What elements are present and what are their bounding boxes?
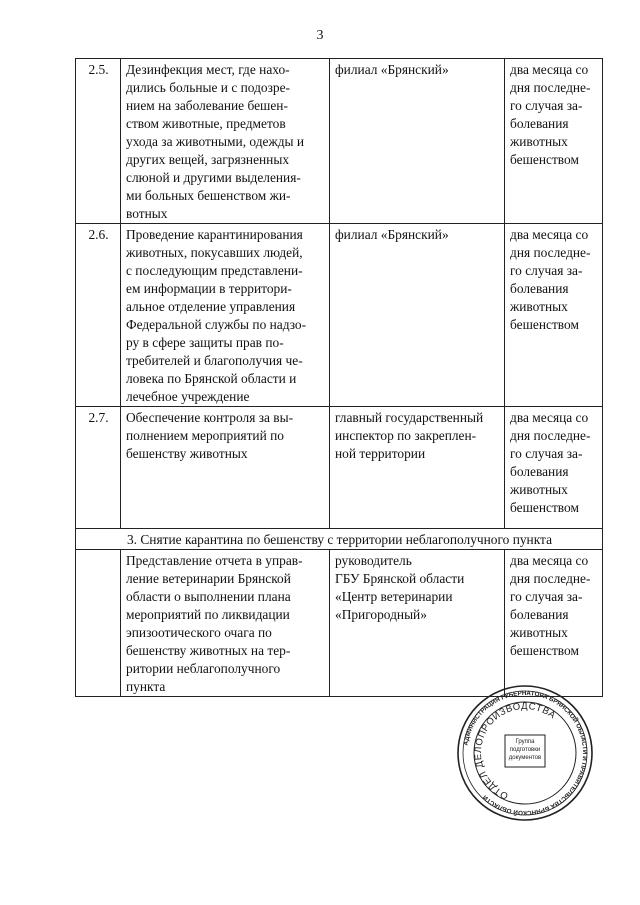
row-number: 2.5. xyxy=(76,59,121,224)
section-title: 3. Снятие карантина по бешенству с территории неблагополучного пункта xyxy=(76,529,603,550)
table-row xyxy=(76,550,603,697)
measure-description xyxy=(121,550,330,697)
measure-term-text: два месяца со дня последне- го случая за- болевания животных бешенством xyxy=(510,410,591,515)
stamp-inner-text: ОТДЕЛ ДЕЛОПРОИЗВОДСТВА xyxy=(472,700,558,802)
measure-description xyxy=(121,59,330,224)
measure-description-text: Представление отчета в управ- ление ветеринарии Брянской области о выполнении плана мероприятий по ликвидации эпизоотического очага по бешенству животных на тер- ритории неблагополучного пункта xyxy=(126,553,303,694)
row-number: 2.6. xyxy=(76,224,121,407)
measure-executor-text: руководитель ГБУ Брянской области «Центр ветеринарии «Пригородный» xyxy=(335,553,465,622)
measure-description-text: Дезинфекция мест, где нахо- дились больные и с подозре- нием на заболевание бешен- ством животные, предметов ухода за животными, одежды и других вещей, загрязненных слюной и другими выделения- ми больных бешенством жи- вотных xyxy=(126,62,305,221)
measure-executor-text: главный государственный инспектор по закреплен- ной территории xyxy=(335,410,484,461)
measure-description xyxy=(121,224,330,407)
measure-term xyxy=(505,224,603,407)
measure-term xyxy=(505,407,603,529)
measure-executor-text: филиал «Брянский» xyxy=(335,227,449,242)
measure-executor-text: филиал «Брянский» xyxy=(335,62,449,77)
official-stamp xyxy=(455,683,595,823)
measure-executor xyxy=(330,59,505,224)
measure-executor xyxy=(330,407,505,529)
measure-description xyxy=(121,407,330,529)
stamp-outer-text: АДМИНИСТРАЦИЯ ГУБЕРНАТОРА БРЯНСКОЙ ОБЛАСТИ И ПРАВИТЕЛЬСТВА БРЯНСКОЙ ОБЛАСТИ xyxy=(462,689,589,817)
measures-table xyxy=(75,58,603,697)
measure-term xyxy=(505,550,603,697)
page-number: 3 xyxy=(316,28,324,43)
table-row xyxy=(76,224,603,407)
table-row xyxy=(76,407,603,529)
measure-description-text: Обеспечение контроля за вы- полнением мероприятий по бешенству животных xyxy=(126,410,294,461)
measure-executor xyxy=(330,224,505,407)
row-number: 2.7. xyxy=(76,407,121,529)
measure-term-text: два месяца со дня последне- го случая за- болевания животных бешенством xyxy=(510,553,591,658)
table-row xyxy=(76,59,603,224)
stamp-center-text: Группа подготовки документов xyxy=(508,739,542,761)
measure-description-text: Проведение карантинирования животных, покусавших людей, с последующим представлени- ем информации в территори- альное отделение управления Федеральной службы по надзо- ру в сфере защиты прав по- требителей и благополучия че- ловека по Брянской области и лечебное учреждение xyxy=(126,227,307,404)
measure-term xyxy=(505,59,603,224)
measure-term-text: два месяца со дня последне- го случая за- болевания животных бешенством xyxy=(510,227,591,332)
section-header-row xyxy=(76,529,603,550)
row-number xyxy=(76,550,121,697)
measure-executor xyxy=(330,550,505,697)
measure-term-text: два месяца со дня последне- го случая за- болевания животных бешенством xyxy=(510,62,591,167)
